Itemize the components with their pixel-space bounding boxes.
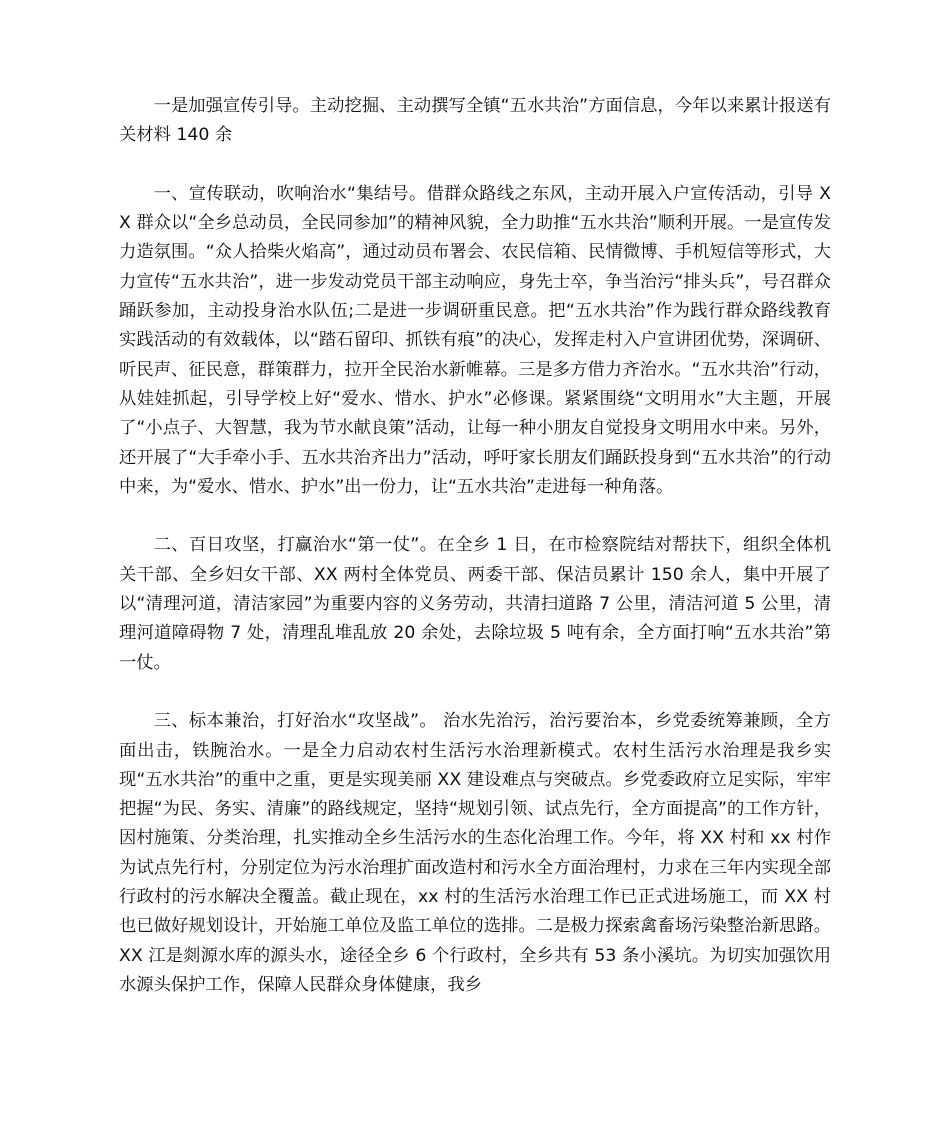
paragraph-section-one: 一、宣传联动，吹响治水“集结号。借群众路线之东风，主动开展入户宣传活动，引导 XX 群众以“全乡总动员，全民同参加”的精神风貌，全力助推“五水共治”顺利开展。一是宣传发力造氛围。“众人拾柴火焰高”，通过动员布署会、农民信箱、民情微博、手机短信等形式，大力宣传“五水共治”，进一步发动党员干部主动响应，身先士卒，争当治污“排头兵”，号召群众踊跃参加，主动投身治水队伍;二是进一步调研重民意。把“五水共治”作为践行群众路线教育实践活动的有效载体，以“踏石留印、抓铁有痕”的决心，发挥走村入户宣讲团优势，深调研、听民声、征民意，群策群力，拉开全民治水新帷幕。三是多方借力齐治水。“五水共治”行动，从娃娃抓起，引导学校上好“爱水、惜水、护水”必修课。紧紧围绕“文明用水”大主题，开展了“小点子、大智慧，我为节水献良策”活动，让每一种小朋友自觉投身文明用水中来。另外，还开展了“大手牵小手、五水共治齐出力”活动，呼吁家长朋友们踊跃投身到“五水共治”的行动中来，为“爱水、惜水、护水”出一份力，让“五水共治”走进每一种角落。 (119, 183, 831, 497)
paragraph-section-three: 三、标本兼治，打好治水“攻坚战”。 治水先治污，治污要治本，乡党委统筹兼顾，全方面出击，铁腕治水。一是全力启动农村生活污水治理新模式。农村生活污水治理是我乡实现“五水共治”的重中之重，更是实现美丽 XX 建设难点与突破点。乡党委政府立足实际，牢牢把握“为民、务实、清廉”的路线规定，坚持“规划引领、试点先行，全方面提高”的工作方针，因村施策、分类治理，扎实推动全乡生活污水的生态化治理工作。今年，将 XX 村和 xx 村作为试点先行村，分别定位为污水治理扩面改造村和污水全方面治理村，力求在三年内实现全部行政村的污水解决全覆盖。截止现在，xx 村的生活污水治理工作已正式进场施工，而 XX 村也已做好规划设计，开始施工单位及监工单位的选排。二是极力探索禽畜场污染整治新思路。XX 江是剡源水库的源头水，途径全乡 6 个行政村，全乡共有 53 条小溪坑。为切实加强饮用水源头保护工作，保障人民群众身体健康，我乡 (119, 711, 831, 995)
paragraph-intro: 一是加强宣传引导。主动挖掘、主动撰写全镇“五水共治”方面信息，今年以来累计报送有关材料 140 余 (119, 96, 831, 146)
paragraph-spacer (119, 502, 831, 531)
paragraph-section-two: 二、百日攻坚，打赢治水“第一仗”。在全乡 1 日，在市检察院结对帮扶下，组织全体机关干部、全乡妇女干部、XX 两村全体党员、两委干部、保洁员累计 150 余人，集中开展了以“清理河道，清洁家园”为重要内容的义务劳动，共清扫道路 7 公里，清洁河道 5 公里，清理河道障碍物 7 处，清理乱堆乱放 20 余处，去除垃圾 5 吨有余，全方面打响“五水共治”第一仗。 (119, 535, 831, 673)
paragraph-spacer (119, 151, 831, 180)
paragraph-spacer (119, 678, 831, 707)
document-body (119, 92, 831, 1000)
